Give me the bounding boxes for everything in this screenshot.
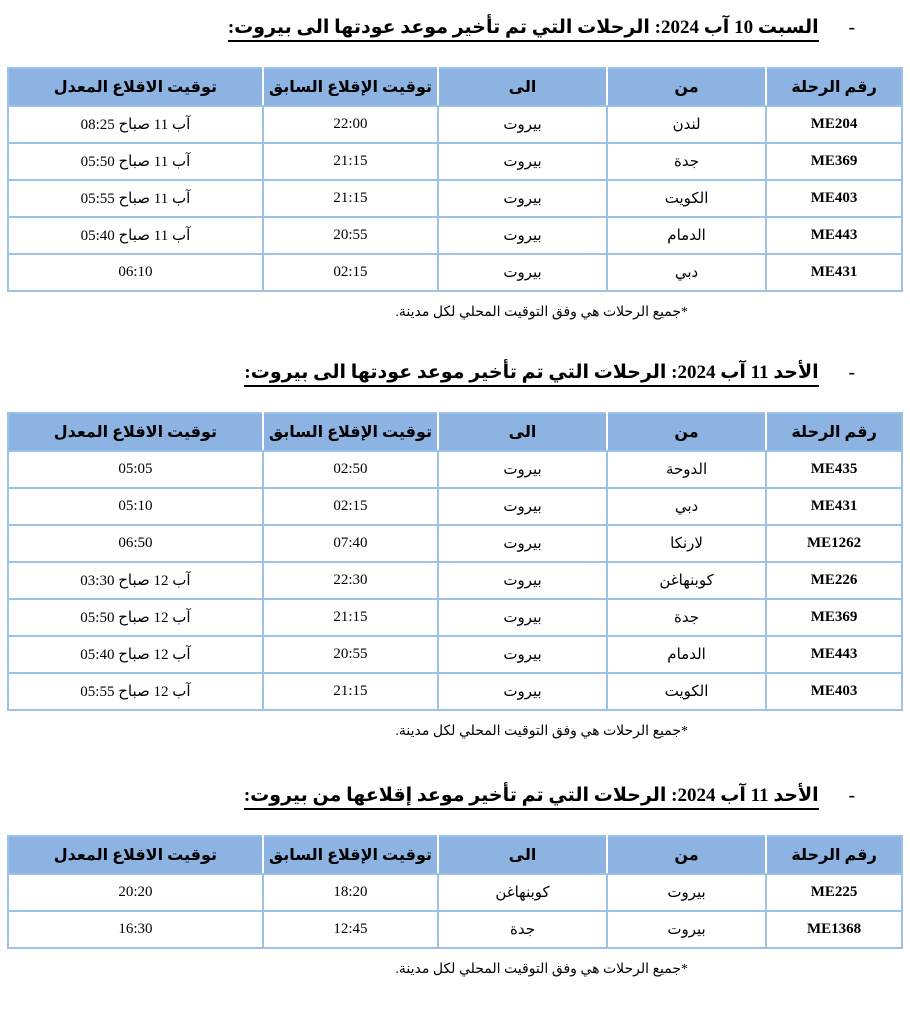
cell-flight: ME1368	[766, 911, 902, 948]
cell-flight: ME443	[766, 636, 902, 673]
column-header-previous-departure-time: توقيت الإقلاع السابق	[263, 836, 438, 874]
cell-mod: 06:50	[8, 525, 263, 562]
footnote: *جميع الرحلات هي وفق التوقيت المحلي لكل مدينة.	[395, 724, 688, 739]
cell-from: الدوحة	[607, 451, 766, 488]
cell-from: الكويت	[607, 673, 766, 710]
cell-flight: ME443	[766, 217, 902, 254]
section-title	[7, 784, 903, 807]
table-row	[8, 911, 902, 948]
cell-from: كوبنهاغن	[607, 562, 766, 599]
section-title	[7, 16, 903, 39]
flights-table	[7, 835, 903, 949]
cell-prev: 12:45	[263, 911, 438, 948]
cell-prev: 02:50	[263, 451, 438, 488]
cell-from: بيروت	[607, 911, 766, 948]
cell-mod: 05:50 صباح‎ 11 آب	[8, 143, 263, 180]
cell-mod: 20:20	[8, 874, 263, 911]
cell-mod: 05:55 صباح‎ 12 آب	[8, 673, 263, 710]
cell-to: بيروت	[438, 636, 607, 673]
cell-mod: 05:10	[8, 488, 263, 525]
table-row	[8, 673, 902, 710]
cell-flight: ME1262	[766, 525, 902, 562]
cell-to: بيروت	[438, 254, 607, 291]
section-delayed-return-aug11	[7, 361, 903, 740]
table-header-row	[8, 836, 902, 874]
column-header-from: من	[607, 413, 766, 451]
cell-flight: ME435	[766, 451, 902, 488]
cell-from: بيروت	[607, 874, 766, 911]
section-title	[7, 361, 903, 384]
table-row	[8, 488, 902, 525]
cell-mod: 06:10	[8, 254, 263, 291]
table-row	[8, 217, 902, 254]
cell-prev: 21:15	[263, 673, 438, 710]
cell-to: بيروت	[438, 217, 607, 254]
cell-from: الكويت	[607, 180, 766, 217]
table-row	[8, 143, 902, 180]
table-row	[8, 525, 902, 562]
cell-mod: 08:25 صباح‎ 11 آب	[8, 106, 263, 143]
column-header-to: الى	[438, 836, 607, 874]
cell-flight: ME369	[766, 143, 902, 180]
cell-to: بيروت	[438, 451, 607, 488]
column-header-to: الى	[438, 68, 607, 106]
cell-flight: ME431	[766, 488, 902, 525]
table-header-row	[8, 68, 902, 106]
cell-mod: 16:30	[8, 911, 263, 948]
table-row	[8, 562, 902, 599]
cell-prev: 20:55	[263, 636, 438, 673]
column-header-from: من	[607, 68, 766, 106]
cell-flight: ME431	[766, 254, 902, 291]
cell-flight: ME225	[766, 874, 902, 911]
cell-flight: ME403	[766, 673, 902, 710]
cell-prev: 02:15	[263, 488, 438, 525]
table-row	[8, 451, 902, 488]
cell-from: جدة	[607, 599, 766, 636]
section-delayed-return-aug10	[7, 16, 903, 321]
section-title-text: الأحد 11 آب 2024: الرحلات التي تم تأخير موعد إقلاعها من بيروت:	[244, 785, 819, 810]
cell-flight: ME226	[766, 562, 902, 599]
cell-from: الدمام	[607, 636, 766, 673]
column-header-previous-departure-time: توقيت الإقلاع السابق	[263, 413, 438, 451]
flights-table	[7, 67, 903, 292]
column-header-modified-departure-time: توقيت الاقلاع المعدل	[8, 68, 263, 106]
column-header-modified-departure-time: توقيت الاقلاع المعدل	[8, 413, 263, 451]
cell-from: جدة	[607, 143, 766, 180]
section-title-text: السبت 10 آب 2024: الرحلات التي تم تأخير موعد عودتها الى بيروت:	[228, 17, 819, 42]
cell-to: كوبنهاغن	[438, 874, 607, 911]
cell-to: بيروت	[438, 562, 607, 599]
cell-prev: 18:20	[263, 874, 438, 911]
table-row	[8, 599, 902, 636]
section-delayed-departure-aug11	[7, 784, 903, 978]
cell-from: لارنكا	[607, 525, 766, 562]
flights-table	[7, 412, 903, 711]
cell-prev: 22:30	[263, 562, 438, 599]
footnote: *جميع الرحلات هي وفق التوقيت المحلي لكل مدينة.	[395, 305, 688, 320]
table-row	[8, 180, 902, 217]
cell-to: بيروت	[438, 525, 607, 562]
column-header-flight-number: رقم الرحلة	[766, 836, 902, 874]
column-header-flight-number: رقم الرحلة	[766, 413, 902, 451]
cell-mod: 05:50 صباح‎ 12 آب	[8, 599, 263, 636]
cell-flight: ME204	[766, 106, 902, 143]
section-title-text: الأحد 11 آب 2024: الرحلات التي تم تأخير موعد عودتها الى بيروت:	[244, 362, 818, 387]
cell-to: بيروت	[438, 599, 607, 636]
cell-mod: 05:40 صباح‎ 12 آب	[8, 636, 263, 673]
cell-to: بيروت	[438, 488, 607, 525]
cell-prev: 20:55	[263, 217, 438, 254]
table-row	[8, 106, 902, 143]
cell-mod: 05:55 صباح‎ 11 آب	[8, 180, 263, 217]
cell-from: دبي	[607, 254, 766, 291]
column-header-from: من	[607, 836, 766, 874]
column-header-previous-departure-time: توقيت الإقلاع السابق	[263, 68, 438, 106]
cell-from: لندن	[607, 106, 766, 143]
table-row	[8, 254, 902, 291]
table-row	[8, 636, 902, 673]
cell-prev: 21:15	[263, 180, 438, 217]
column-header-to: الى	[438, 413, 607, 451]
cell-to: بيروت	[438, 673, 607, 710]
list-dash: -	[848, 785, 855, 806]
table-row	[8, 874, 902, 911]
cell-to: جدة	[438, 911, 607, 948]
cell-to: بيروت	[438, 143, 607, 180]
cell-mod: 05:05	[8, 451, 263, 488]
cell-prev: 21:15	[263, 143, 438, 180]
cell-to: بيروت	[438, 180, 607, 217]
cell-flight: ME403	[766, 180, 902, 217]
cell-prev: 07:40	[263, 525, 438, 562]
cell-prev: 22:00	[263, 106, 438, 143]
list-dash: -	[848, 362, 855, 383]
footnote: *جميع الرحلات هي وفق التوقيت المحلي لكل مدينة.	[395, 962, 688, 977]
cell-prev: 02:15	[263, 254, 438, 291]
list-dash: -	[848, 17, 855, 38]
cell-to: بيروت	[438, 106, 607, 143]
cell-from: دبي	[607, 488, 766, 525]
table-header-row	[8, 413, 902, 451]
cell-prev: 21:15	[263, 599, 438, 636]
column-header-modified-departure-time: توقيت الاقلاع المعدل	[8, 836, 263, 874]
cell-mod: 03:30 صباح‎ 12 آب	[8, 562, 263, 599]
cell-from: الدمام	[607, 217, 766, 254]
cell-mod: 05:40 صباح‎ 11 آب	[8, 217, 263, 254]
column-header-flight-number: رقم الرحلة	[766, 68, 902, 106]
cell-flight: ME369	[766, 599, 902, 636]
